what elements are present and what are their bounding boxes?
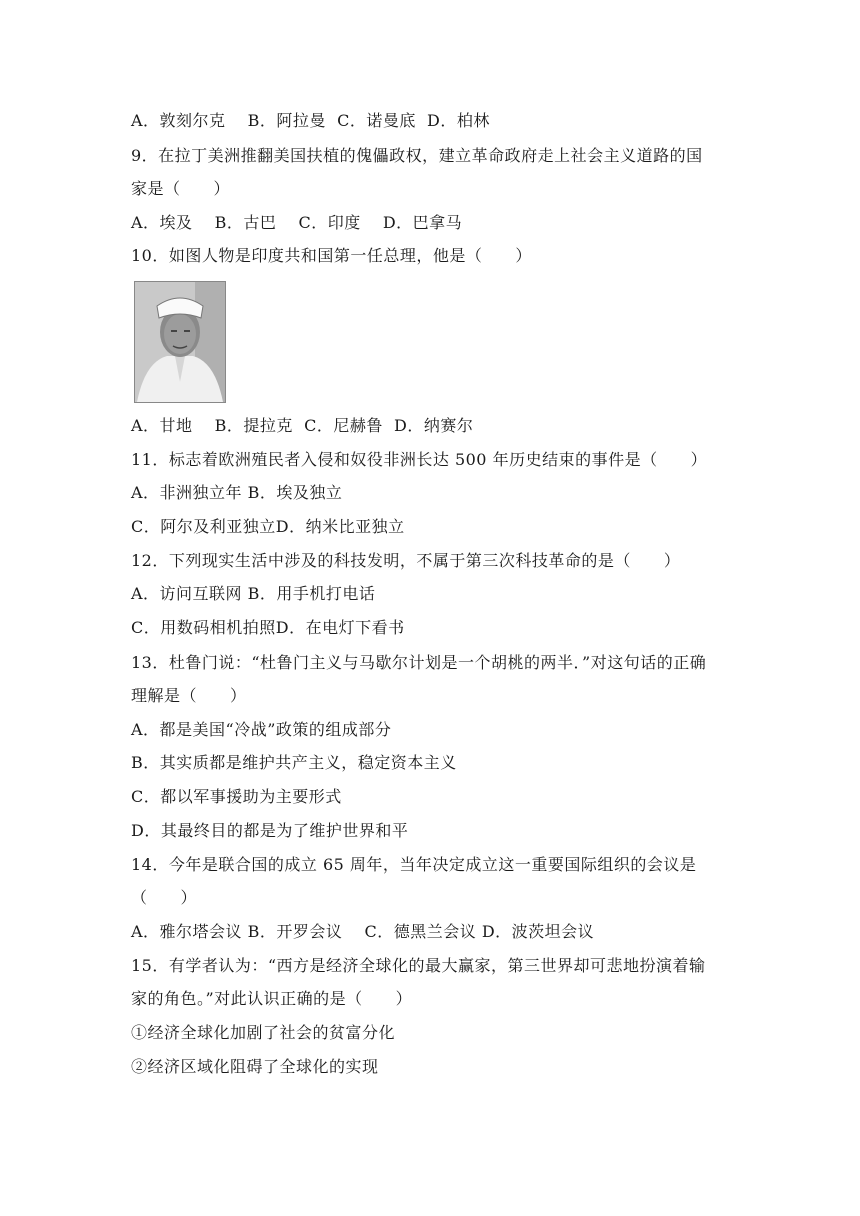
q11-options-ab: A．非洲独立年 B．埃及独立 <box>131 483 343 502</box>
q15-statement-2: ②经济区域化阻碍了全球化的实现 <box>131 1057 379 1076</box>
q13-stem-line2: 理解是（ ） <box>131 686 247 705</box>
q9-stem-line1: 9．在拉丁美洲推翻美国扶植的傀儡政权，建立革命政府走上社会主义道路的国 <box>131 146 703 165</box>
q13-option-b: B．其实质都是维护共产主义，稳定资本主义 <box>131 753 457 772</box>
q15-stem-line1: 15．有学者认为：“西方是经济全球化的最大赢家，第三世界却可悲地扮演着输 <box>131 956 706 975</box>
q15-statement-1: ①经济全球化加剧了社会的贫富分化 <box>131 1023 396 1042</box>
portrait-illustration <box>135 282 225 402</box>
q11-options-cd: C．阿尔及利亚独立D．纳米比亚独立 <box>131 517 405 536</box>
q10-stem: 10．如图人物是印度共和国第一任总理，他是（ ） <box>131 246 532 265</box>
q11-stem: 11．标志着欧洲殖民者入侵和奴役非洲长达 500 年历史结束的事件是（ ） <box>131 450 708 469</box>
q12-options-cd: C．用数码相机拍照D．在电灯下看书 <box>131 618 405 637</box>
q14-stem-line1: 14．今年是联合国的成立 65 周年，当年决定成立这一重要国际组织的会议是 <box>131 855 697 874</box>
q13-option-a: A．都是美国“冷战”政策的组成部分 <box>131 720 392 739</box>
q9-stem-line2: 家是（ ） <box>131 179 231 198</box>
q14-stem-line2: （ ） <box>131 888 198 907</box>
q10-options: A．甘地 B．提拉克 C．尼赫鲁 D．纳赛尔 <box>131 416 474 435</box>
q14-options: A．雅尔塔会议 B．开罗会议 C．德黑兰会议 D．波茨坦会议 <box>131 922 595 941</box>
q12-options-ab: A．访问互联网 B．用手机打电话 <box>131 584 376 603</box>
nehru-portrait-image <box>134 281 226 403</box>
q13-option-d: D．其最终目的都是为了维护世界和平 <box>131 821 409 840</box>
q13-stem-line1: 13．杜鲁门说：“杜鲁门主义与马歇尔计划是一个胡桃的两半．”对这句话的正确 <box>131 653 707 672</box>
q12-stem: 12．下列现实生活中涉及的科技发明，不属于第三次科技革命的是（ ） <box>131 551 681 570</box>
q15-stem-line2: 家的角色。”对此认识正确的是（ ） <box>131 989 413 1008</box>
q9-options: A．埃及 B．古巴 C．印度 D．巴拿马 <box>131 213 463 232</box>
q8-options: A．敦刻尔克 B．阿拉曼 C．诺曼底 D．柏林 <box>131 111 490 130</box>
q13-option-c: C．都以军事援助为主要形式 <box>131 787 342 806</box>
